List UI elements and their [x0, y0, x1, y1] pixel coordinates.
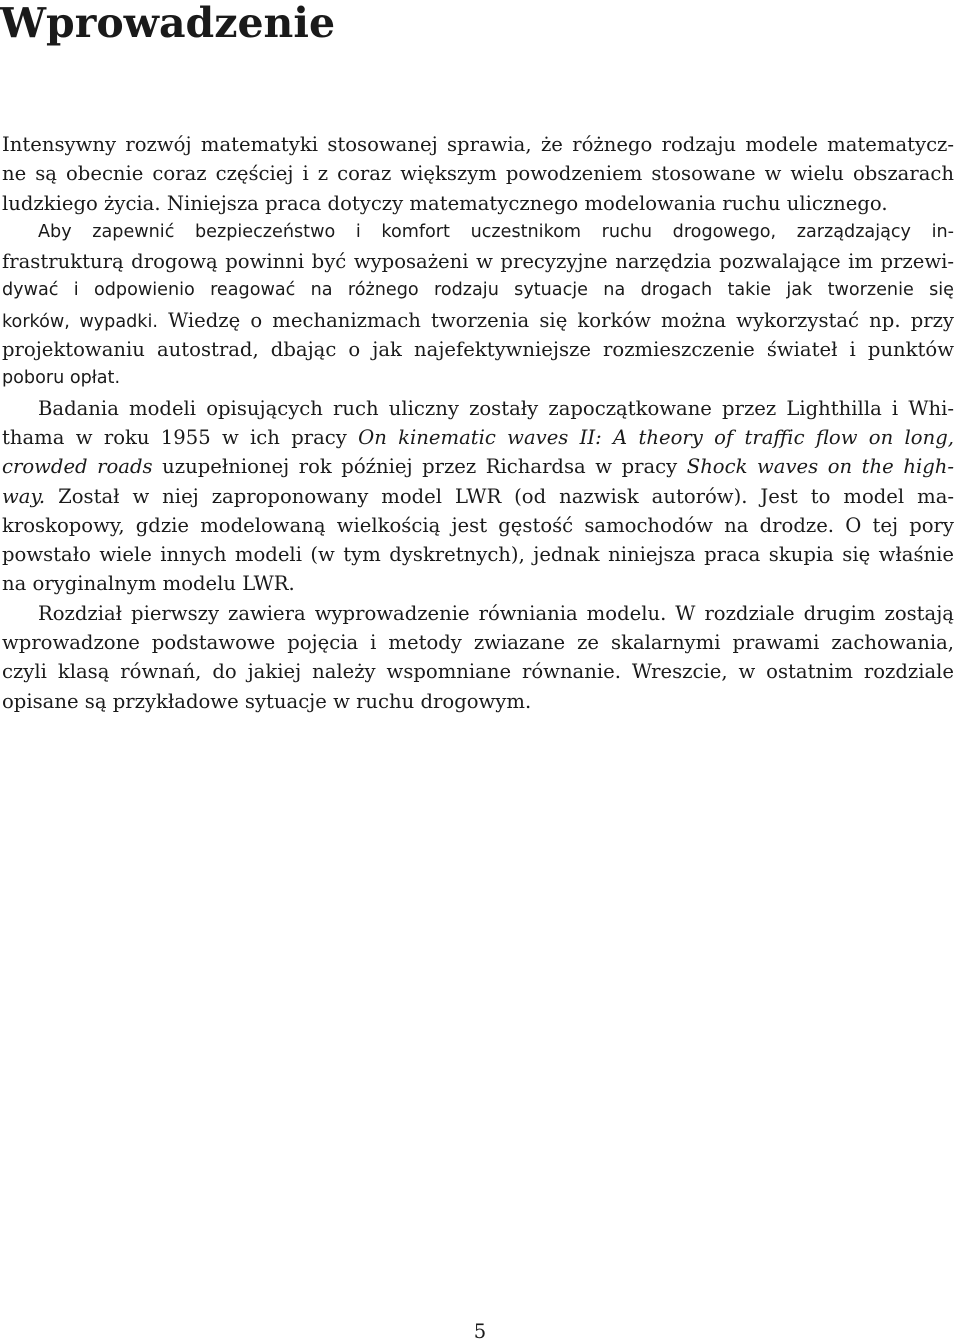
- text-segment: Wiedzę o mechanizmach tworzenia się korków można wykorzystać np. przy: [157, 308, 954, 332]
- paragraph-safety: [2, 218, 954, 394]
- text-segment: thama w roku 1955 w ich pracy: [2, 425, 359, 449]
- chapter-title: Wprowadzenie: [0, 0, 336, 47]
- text-line: wprowadzone podstawowe pojęcia i metody zwiazane ze skalarnymi prawami zachowania,: [2, 631, 954, 655]
- citation-title: On kinematic waves II: A theory of traffic flow on long,: [358, 425, 954, 449]
- text-segment: Został w niej zaproponowany model LWR (od nazwisk autorów). Jest to model ma-: [45, 484, 954, 508]
- text-line: [2, 423, 954, 452]
- text-segment: korków, wypadki.: [2, 311, 158, 332]
- citation-title: crowded roads: [2, 455, 153, 479]
- text-line: czyli klasą równań, do jakiej należy wspomniane równanie. Wreszcie, w ostatnim rozdziale: [2, 660, 954, 684]
- citation-title: way.: [2, 484, 46, 508]
- paragraph-history: [2, 394, 954, 599]
- text-line: opisane są przykładowe sytuacje w ruchu drogowym.: [2, 689, 532, 713]
- text-line: powstało wiele innych modeli (w tym dyskretnych), jednak niniejsza praca skupia się właśnie: [2, 543, 954, 567]
- text-segment: frastrukturą drogową powinni być wyposażeni w precyzyjne narzędzia pozwalające im przewi-: [2, 250, 954, 274]
- paragraph-intro: [2, 130, 954, 218]
- text-line: kroskopowy, gdzie modelowaną wielkością jest gęstość samochodów na drodze. O tej pory: [2, 513, 954, 537]
- text-line: projektowaniu autostrad, dbając o jak najefektywniejsze rozmieszczenie świateł i punktów: [2, 338, 954, 362]
- text-segment: uzupełnionej rok później przez Richardsa w pracy: [152, 455, 687, 479]
- text-line: Aby zapewnić bezpieczeństwo i komfort uczestnikom ruchu drogowego, zarządzający in-: [38, 221, 954, 242]
- text-line: [2, 306, 954, 335]
- text-line: [2, 482, 954, 511]
- page-number: 5: [473, 1320, 487, 1343]
- text-line: dywać i odpowienio reagować na różnego rodzaju sytuacje na drogach takie jak tworzenie się: [2, 280, 954, 301]
- text-line: Rozdział pierwszy zawiera wyprowadzenie równiania modelu. W rozdziale drugim zostają: [38, 601, 954, 625]
- citation-title: Shock waves on the high-: [686, 455, 954, 479]
- text-line: [2, 452, 954, 481]
- chapter-body: [2, 130, 954, 716]
- text-line: Intensywny rozwój matematyki stosowanej sprawia, że różnego rodzaju modele matematycz-: [2, 133, 954, 156]
- paragraph-outline: [2, 599, 954, 716]
- text-line: ludzkiego życia. Niniejsza praca dotyczy matematycznego modelowania ruchu ulicznego.: [2, 191, 888, 215]
- text-line: ne są obecnie coraz częściej i z coraz większym powodzeniem stosowane w wielu obszarach: [2, 162, 954, 186]
- text-line: na oryginalnym modelu LWR.: [2, 572, 295, 596]
- text-line: Badania modeli opisujących ruch uliczny zostały zapoczątkowane przez Lighthilla i Whi-: [38, 396, 954, 420]
- text-line: poboru opłat.: [2, 368, 121, 389]
- text-line: [2, 247, 954, 276]
